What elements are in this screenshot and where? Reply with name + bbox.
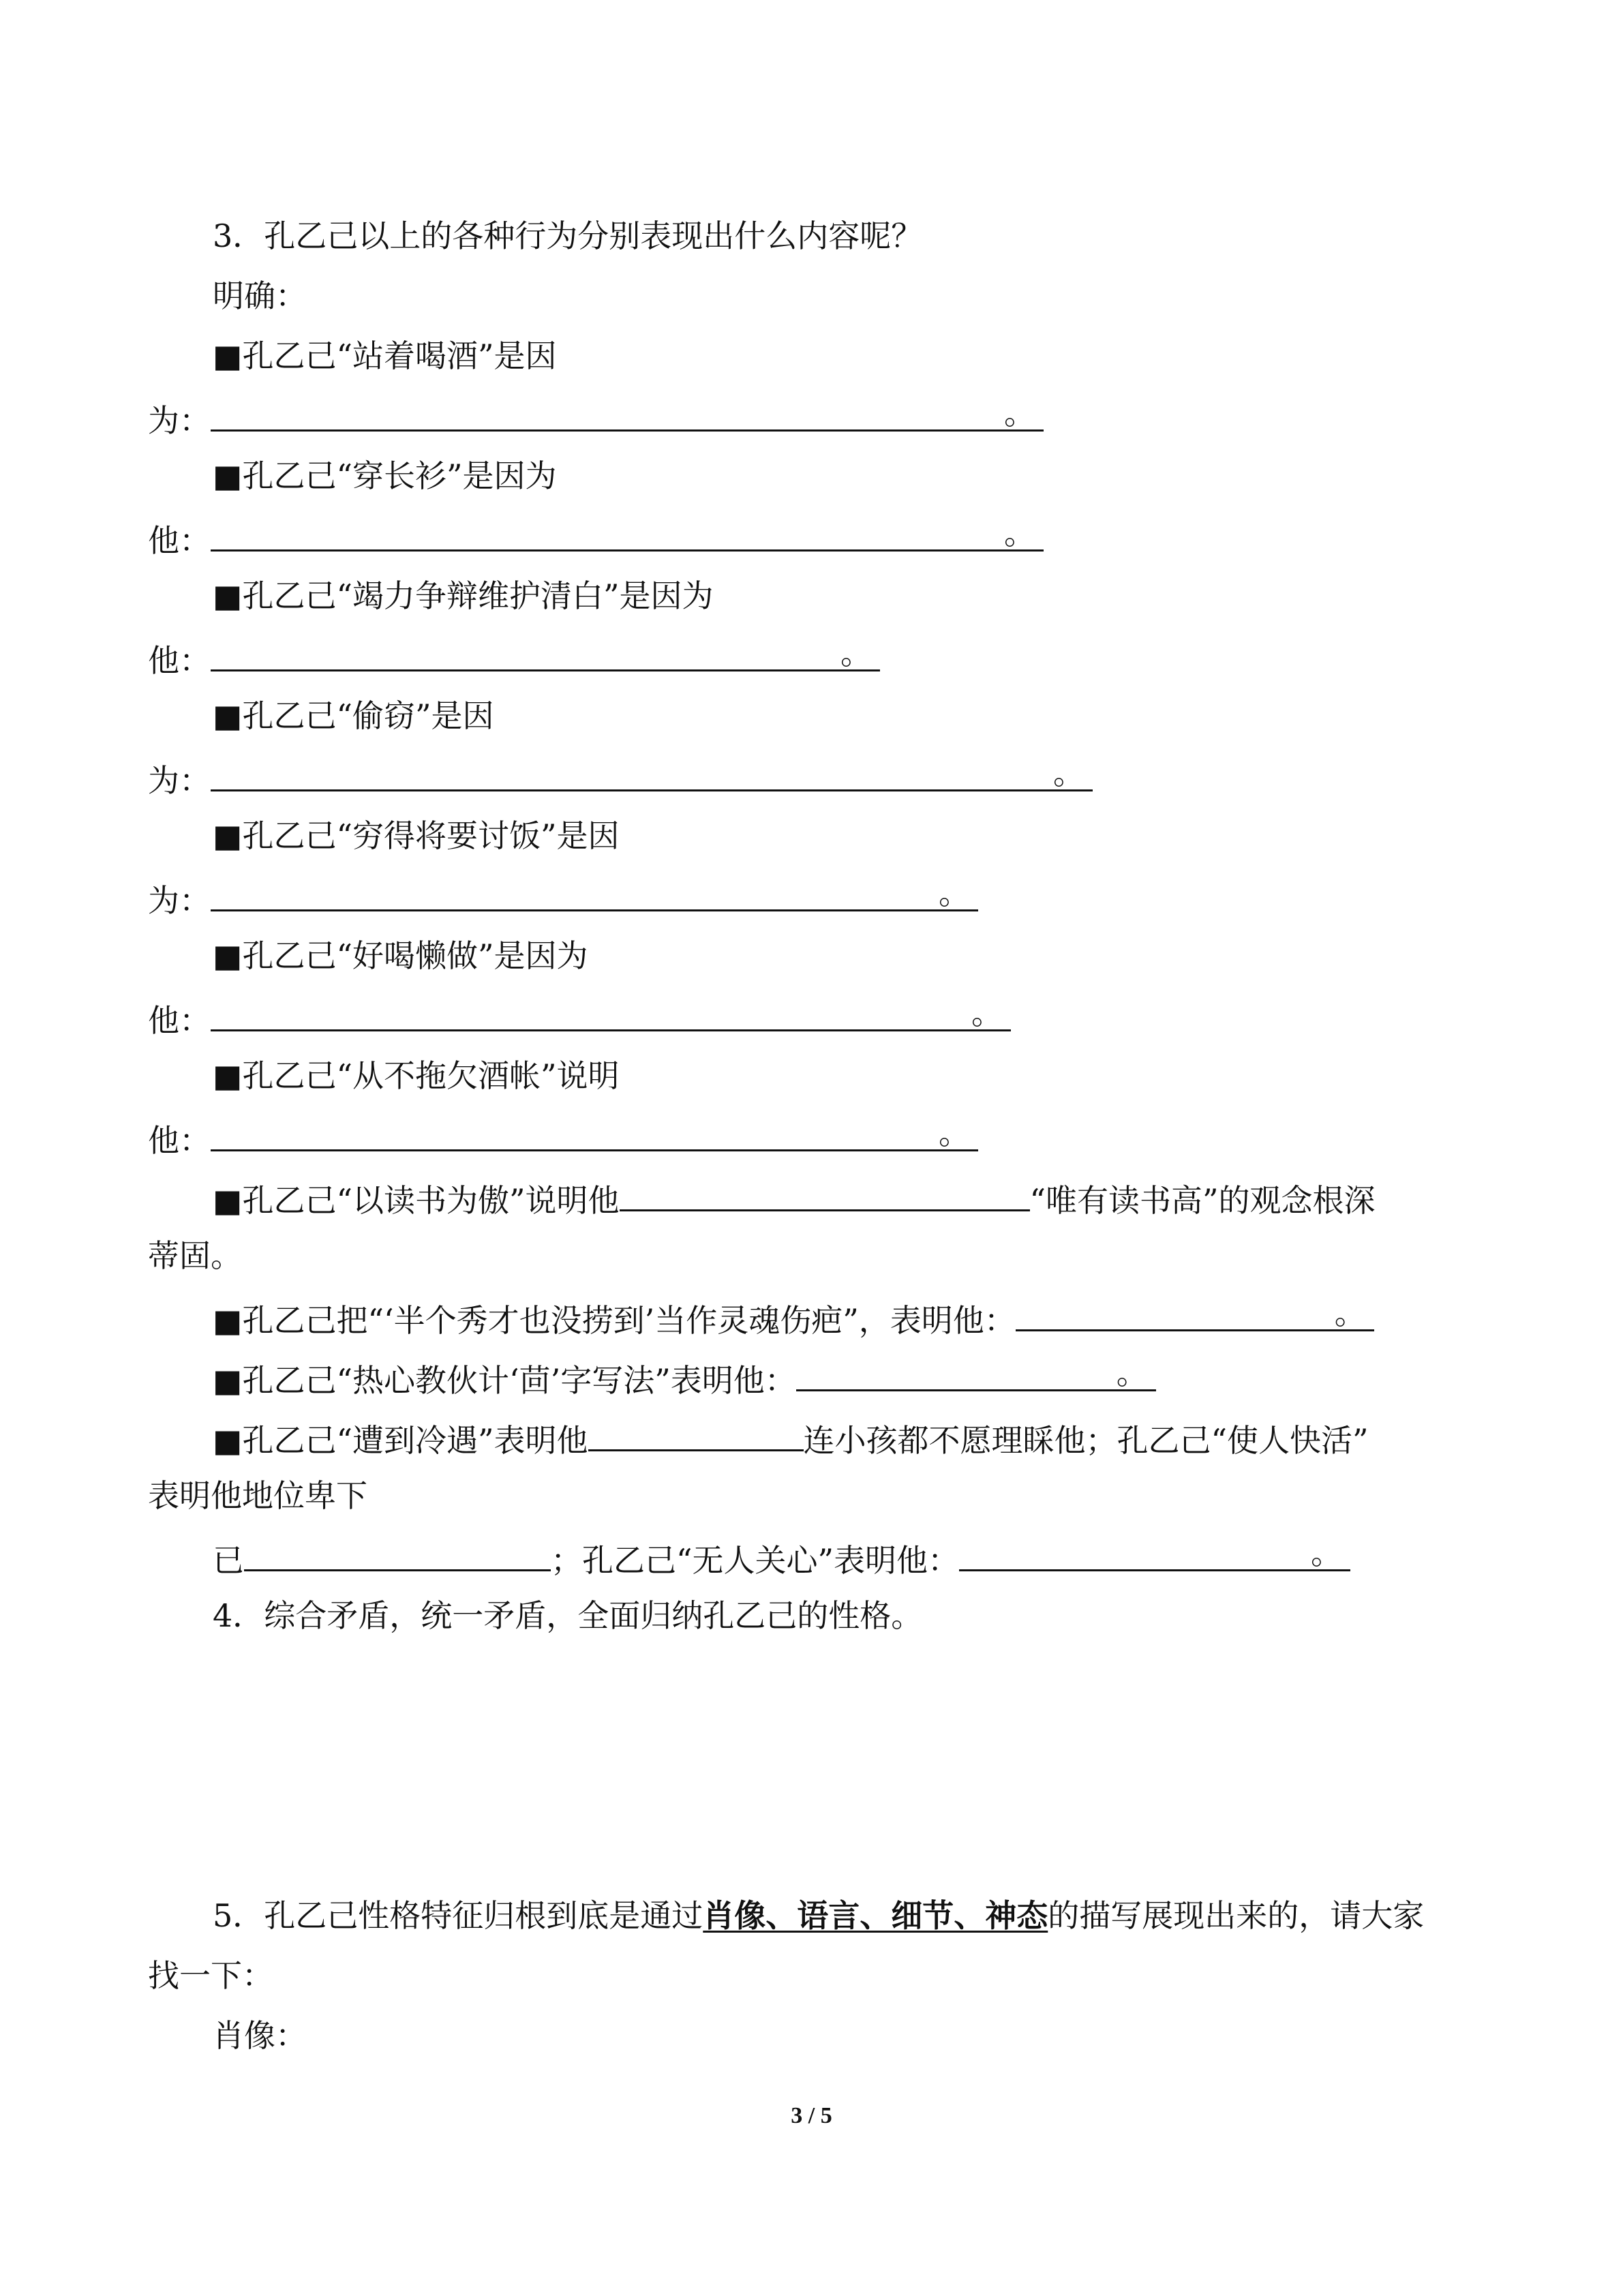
answer-blank[interactable]	[1016, 1295, 1374, 1331]
item-defend-innocence: ■孔乙己“竭力争辩维护清白”是因为	[213, 577, 714, 614]
answer-blank[interactable]	[211, 395, 1044, 432]
answer-blank[interactable]	[211, 1115, 978, 1151]
item-cold-treatment	[0, 1415, 1623, 1459]
period: 。	[1311, 1535, 1343, 1571]
answer-label: 明确：	[213, 277, 307, 314]
answer-blank[interactable]	[796, 1355, 1156, 1391]
period: 。	[939, 1115, 970, 1151]
item-poor-begging-answer	[0, 875, 1623, 919]
item-soul-scar	[0, 1295, 1623, 1339]
item-long-gown: ■孔乙己“穿长衫”是因为	[213, 457, 557, 494]
item-cold-treatment-cont: 表明他地位卑下	[148, 1477, 367, 1514]
text: “唯有读书高”的观念根深	[1029, 1182, 1376, 1219]
period: 。	[1004, 515, 1035, 552]
answer-blank[interactable]	[244, 1535, 551, 1571]
answer-prefix: 他：	[148, 522, 211, 559]
answer-blank[interactable]	[620, 1175, 1030, 1211]
question-3: 3．孔乙己以上的各种行为分别表现出什么内容呢？	[213, 217, 923, 254]
answer-prefix: 为：	[148, 882, 211, 919]
item-poor-begging: ■孔乙己“穷得将要讨饭”是因	[213, 817, 620, 854]
item-theft: ■孔乙己“偷窃”是因	[213, 697, 494, 734]
item-read-pride	[0, 1175, 1623, 1219]
item-read-pride-cont: 蒂固。	[148, 1237, 242, 1274]
question-5-cont: 找一下：	[148, 1957, 273, 1994]
answer-blank[interactable]	[588, 1415, 804, 1451]
answer-blank[interactable]	[959, 1535, 1350, 1571]
item-stand-drink-answer	[0, 395, 1623, 439]
answer-blank[interactable]	[211, 995, 1011, 1031]
period: 。	[1334, 1295, 1366, 1331]
item-theft-answer	[0, 755, 1623, 799]
period: 。	[840, 635, 872, 671]
period: 。	[971, 995, 1003, 1031]
period: 。	[1116, 1355, 1148, 1391]
period: 。	[1004, 395, 1035, 432]
period: 。	[939, 875, 970, 911]
answer-prefix: 他：	[148, 642, 211, 679]
item-long-gown-answer	[0, 515, 1623, 559]
answer-prefix: 他：	[148, 1122, 211, 1159]
question-4: 4．综合矛盾，统一矛盾，全面归纳孔乙己的性格。	[213, 1597, 923, 1634]
question-5	[0, 1895, 1623, 1936]
text: ■孔乙己把“‘半个秀才也没捞到’当作灵魂伤疤”，表明他：	[213, 1302, 1016, 1339]
item-teach-hui	[0, 1355, 1623, 1399]
page-number: 3 / 5	[791, 2103, 832, 2128]
item-stand-drink: ■孔乙己“站着喝酒”是因	[213, 337, 557, 374]
answer-blank[interactable]	[211, 635, 880, 671]
text: 的描写展现出来的，请大家	[1048, 1897, 1425, 1934]
emphasis-methods: 肖像、语言、细节、神态	[703, 1897, 1048, 1934]
text: 5．孔乙己性格特征归根到底是通过	[213, 1897, 703, 1934]
item-defend-innocence-answer	[0, 635, 1623, 679]
portrait-label: 肖像：	[213, 2017, 307, 2054]
item-no-debt-answer	[0, 1115, 1623, 1159]
text: 已	[213, 1542, 244, 1579]
text: ■孔乙己“遭到冷遇”表明他	[213, 1422, 588, 1459]
answer-prefix: 为：	[148, 762, 211, 799]
item-no-debt: ■孔乙己“从不拖欠酒帐”说明	[213, 1057, 620, 1094]
text: ■孔乙己“热心教伙计‘茴’字写法”表明他：	[213, 1362, 796, 1399]
answer-prefix: 他：	[148, 1002, 211, 1039]
item-lazy: ■孔乙己“好喝懒做”是因为	[213, 937, 588, 974]
answer-blank[interactable]	[211, 875, 978, 911]
item-no-care	[0, 1535, 1623, 1579]
period: 。	[1053, 755, 1084, 791]
answer-blank[interactable]	[211, 755, 1093, 791]
text: 连小孩都不愿理睬他；孔乙己“使人快活”	[803, 1422, 1369, 1459]
answer-blank[interactable]	[211, 515, 1044, 552]
text: ■孔乙己“以读书为傲”说明他	[213, 1182, 620, 1219]
answer-prefix: 为：	[148, 402, 211, 439]
item-lazy-answer	[0, 995, 1623, 1039]
text: ；孔乙己“无人关心”表明他：	[551, 1542, 960, 1579]
